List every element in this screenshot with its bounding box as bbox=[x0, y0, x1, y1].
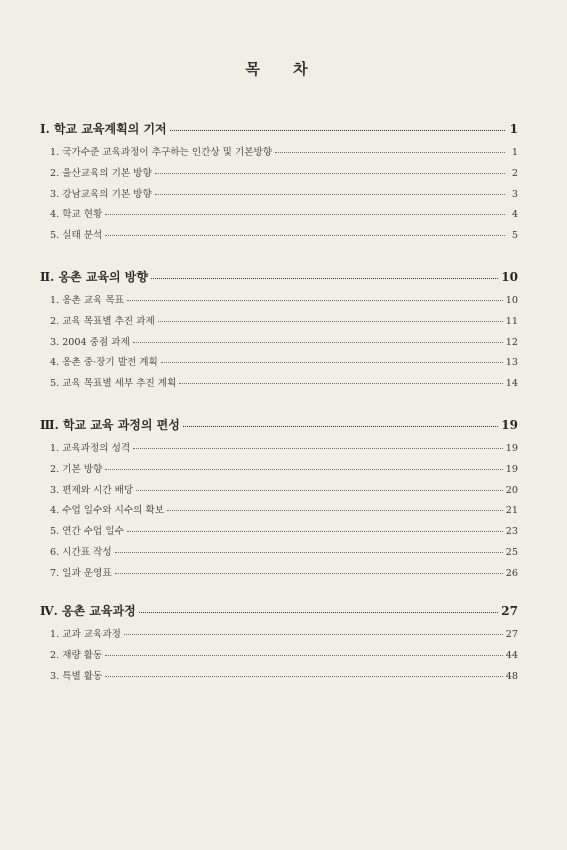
toc-item[interactable] bbox=[40, 165, 518, 186]
toc-item-page: 3 bbox=[511, 188, 518, 200]
dot-leader bbox=[155, 173, 505, 174]
toc-item-page: 12 bbox=[505, 336, 518, 348]
toc-item[interactable] bbox=[40, 523, 518, 544]
dot-leader bbox=[133, 342, 503, 343]
toc-item-label: 2. 울산교육의 기본 방향 bbox=[50, 167, 152, 179]
dot-leader bbox=[115, 552, 503, 553]
toc-item[interactable] bbox=[40, 144, 518, 165]
toc-item-page: 11 bbox=[505, 315, 518, 327]
toc-section-2 bbox=[40, 268, 518, 396]
toc-item-page: 4 bbox=[511, 209, 518, 221]
dot-leader bbox=[155, 194, 505, 195]
toc-item-label: 2. 재량 활동 bbox=[50, 649, 103, 661]
dot-leader bbox=[124, 634, 503, 635]
toc-item-label: 3. 2004 중점 과제 bbox=[50, 336, 130, 348]
dot-leader bbox=[105, 676, 502, 677]
toc-item-label: 3. 편제와 시간 배당 bbox=[50, 484, 134, 496]
dot-leader bbox=[105, 235, 505, 236]
toc-heading-label: Ⅲ. 학교 교육 과정의 편성 bbox=[40, 418, 180, 432]
toc-item[interactable] bbox=[40, 334, 518, 355]
toc-item-page: 10 bbox=[505, 295, 518, 306]
toc-item-label: 5. 연간 수업 일수 bbox=[50, 526, 124, 538]
toc-item-page: 14 bbox=[505, 378, 518, 390]
dot-leader bbox=[115, 573, 503, 574]
toc-item-label: 3. 강남교육의 기본 방향 bbox=[50, 188, 152, 200]
toc-item-label: 7. 일과 운영표 bbox=[50, 567, 112, 579]
toc-item[interactable] bbox=[40, 313, 518, 334]
toc-item-page: 2 bbox=[511, 167, 518, 179]
toc-item[interactable] bbox=[40, 668, 518, 689]
dot-leader bbox=[161, 362, 503, 363]
toc-heading-label: Ⅱ. 옹촌 교육의 방향 bbox=[40, 270, 148, 284]
toc-item-page: 26 bbox=[505, 567, 518, 579]
toc-heading[interactable] bbox=[40, 416, 518, 440]
toc-item[interactable] bbox=[40, 544, 518, 565]
page-title: 목 차 bbox=[245, 60, 322, 78]
toc-item-page: 23 bbox=[505, 526, 518, 538]
toc-item[interactable] bbox=[40, 647, 518, 668]
toc-item-page: 20 bbox=[505, 484, 518, 496]
toc-heading-page: 10 bbox=[501, 270, 518, 284]
toc-section-1 bbox=[40, 120, 518, 248]
toc-heading[interactable] bbox=[40, 602, 518, 626]
toc-item-page: 19 bbox=[505, 443, 518, 454]
toc-heading-page: 19 bbox=[501, 418, 518, 432]
toc-item-label: 3. 특별 활동 bbox=[50, 670, 103, 682]
toc-item-label: 1. 옹촌 교육 목표 bbox=[50, 295, 124, 306]
dot-leader bbox=[139, 612, 499, 613]
toc-section-3 bbox=[40, 416, 518, 586]
toc-heading-label: Ⅳ. 옹촌 교육과정 bbox=[40, 604, 136, 618]
toc-item[interactable] bbox=[40, 186, 518, 207]
toc-item-page: 13 bbox=[505, 357, 518, 369]
toc-heading-page: 1 bbox=[509, 122, 518, 136]
dot-leader bbox=[167, 510, 503, 511]
toc-item-page: 48 bbox=[505, 670, 518, 682]
dot-leader bbox=[105, 655, 502, 656]
toc-item-page: 21 bbox=[505, 505, 518, 517]
toc-item[interactable] bbox=[40, 206, 518, 227]
toc-item[interactable] bbox=[40, 227, 518, 248]
toc-item[interactable] bbox=[40, 565, 518, 586]
toc-item-label: 2. 교육 목표별 추진 과제 bbox=[50, 315, 155, 327]
dot-leader bbox=[151, 278, 498, 279]
toc-heading[interactable] bbox=[40, 268, 518, 292]
dot-leader bbox=[105, 214, 505, 215]
toc-item[interactable] bbox=[40, 354, 518, 375]
toc-item-page: 25 bbox=[505, 546, 518, 558]
toc-item[interactable] bbox=[40, 375, 518, 396]
dot-leader bbox=[136, 490, 503, 491]
toc-item-page: 27 bbox=[505, 629, 518, 640]
dot-leader bbox=[179, 383, 502, 384]
toc-item-label: 1. 교과 교육과정 bbox=[50, 629, 121, 640]
dot-leader bbox=[127, 531, 503, 532]
toc-item[interactable] bbox=[40, 440, 518, 461]
toc-item-label: 1. 교육과정의 성격 bbox=[50, 443, 131, 454]
toc-item-label: 6. 시간표 작성 bbox=[50, 546, 112, 558]
toc-heading[interactable] bbox=[40, 120, 518, 144]
toc-heading-label: Ⅰ. 학교 교육계획의 기저 bbox=[40, 122, 167, 136]
toc-item-page: 44 bbox=[505, 649, 518, 661]
toc-item-label: 4. 학교 현황 bbox=[50, 209, 103, 221]
dot-leader bbox=[158, 321, 503, 322]
toc-item-label: 1. 국가수준 교육과정이 추구하는 인간상 및 기본방향 bbox=[50, 147, 273, 158]
toc-heading-page: 27 bbox=[501, 604, 518, 618]
toc-item-label: 2. 기본 방향 bbox=[50, 463, 103, 475]
toc-section-4 bbox=[40, 602, 518, 688]
dot-leader bbox=[183, 426, 498, 427]
dot-leader bbox=[127, 300, 503, 301]
dot-leader bbox=[133, 448, 503, 449]
toc-item-page: 1 bbox=[511, 147, 518, 158]
toc-item[interactable] bbox=[40, 461, 518, 482]
dot-leader bbox=[105, 469, 502, 470]
toc-item-label: 5. 실태 분석 bbox=[50, 230, 103, 242]
toc-item[interactable] bbox=[40, 502, 518, 523]
toc-item-label: 4. 옹촌 중·장기 발전 계획 bbox=[50, 357, 158, 369]
toc-item-label: 5. 교육 목표별 세부 추진 계획 bbox=[50, 378, 177, 390]
toc-item-label: 4. 수업 일수와 시수의 확보 bbox=[50, 505, 165, 517]
dot-leader bbox=[170, 130, 505, 131]
toc-item-page: 19 bbox=[505, 463, 518, 475]
toc-item[interactable] bbox=[40, 626, 518, 647]
toc-item-page: 5 bbox=[511, 230, 518, 242]
toc-item[interactable] bbox=[40, 292, 518, 313]
dot-leader bbox=[275, 152, 505, 153]
toc-item[interactable] bbox=[40, 482, 518, 503]
